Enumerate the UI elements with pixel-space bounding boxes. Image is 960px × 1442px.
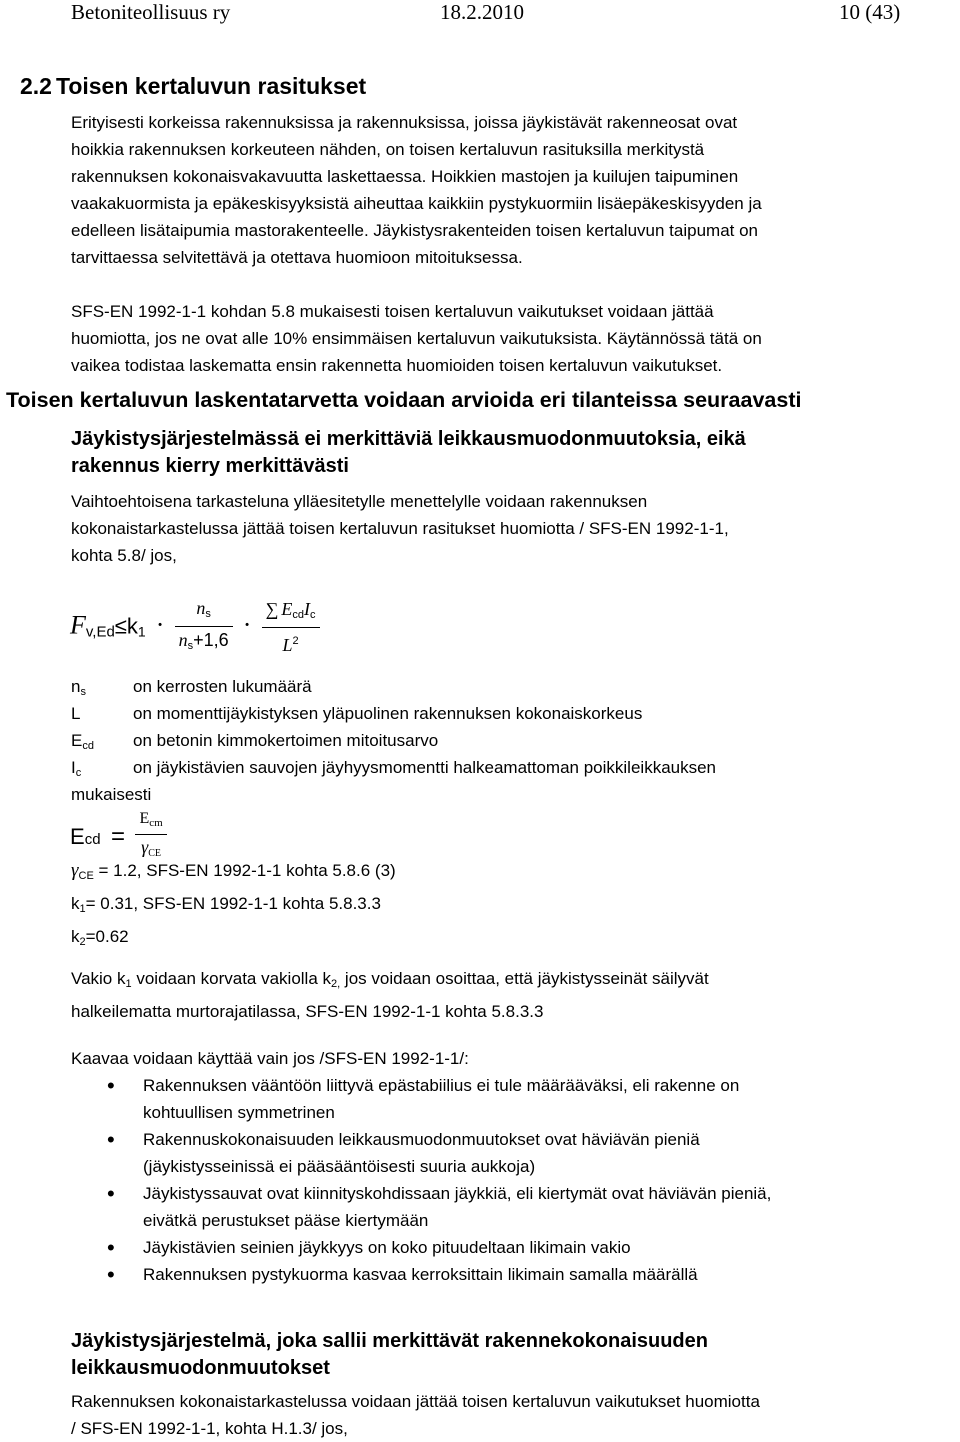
list-item: • Rakennuksen vääntöön liittyvä epästabiilius ei tule määrääväksi, eli rakenne on kohtuullisen symmetrinen (71, 1072, 931, 1126)
intro-line: tarvittaessa selvitettävä ja otettava huomioon mitoituksessa. (71, 248, 523, 267)
definition-row: $E_{cd}$ on betonin kimmokertoimen mitoitusarvo (71, 731, 439, 752)
intro-paragraph (71, 109, 762, 271)
list-item: • Jäykistävien seinien jäykkyys on koko pituudeltaan likimain vakio (71, 1234, 931, 1261)
sfs-line: SFS-EN 1992-1-1 kohdan 5.8 mukaisesti toisen kertaluvun vaikutukset voidaan jättää (71, 302, 714, 321)
mukaisesti-text: mukaisesti (71, 785, 152, 804)
kaavaa-text: Kaavaa voidaan käyttää vain jos /SFS-EN 1992-1-1/: (71, 1049, 469, 1068)
stiffness-fraction: $\frac{\sum E_{cd}I_c}{L^2}$ (262, 597, 320, 658)
stability-formula: $F_{v,Ed}\le k_1$ · $\frac{n_s}{n_s+1,6}$ · $\frac{\sum E_{cd}I_c}{L^2}$ (70, 596, 320, 659)
parameter-list (71, 857, 396, 956)
header-page: 10 (43) (839, 0, 901, 24)
list-item: • Jäykistyssauvat ovat kiinnityskohdissaan jäykkiä, eli kiertymät ovat häviävän pieniä, eivätkä perustukset pääse kiertymään (71, 1180, 931, 1234)
alternative-paragraph: Vaihtoehtoisena tarkasteluna ylläesitetylle menettelylle voidaan rakennuksen kokonaistarkastelussa jättää toisen kertaluvun rasitukset huomiotta / SFS-EN 1992-1-1, kohta 5.8/ jos, (71, 492, 729, 565)
intro-line: hoikkia rakennuksen korkeuteen nähden, on toisen kertaluvun rasituksilla merkitystä (71, 140, 705, 159)
subheading-shear-deformation: Jäykistysjärjestelmä, joka sallii merkittävät rakennekokonaisuuden leikkausmuodonmuutokset (71, 1330, 708, 1379)
conditions-list (71, 1072, 931, 1288)
intro-line: vaakakuormista ja epäkeskisyyksistä aiheuttaa kaikkiin pystykuormiin lisäepäkeskisyyden ja (71, 194, 762, 213)
section-title (20, 73, 366, 100)
subheading-no-shear-deformation: Jäykistysjärjestelmässä ei merkittäviä leikkausmuodonmuutoksia, eikä rakennus kierry merkittävästi (71, 428, 746, 477)
sfs-line: huomiotta, jos ne ovat alle 10% ensimmäisen kertaluvun vaikutuksista. Käytännössä tätä on (71, 329, 762, 348)
ns-fraction: $\frac{n_s}{n_s+1,6}$ (175, 596, 233, 659)
definitions-list (71, 673, 891, 793)
header-date: 18.2.2010 (440, 0, 524, 24)
list-item: • Rakennuksen pystykuorma kasvaa kerroksittain likimain samalla määrällä (71, 1261, 931, 1288)
section-title-text: Toisen kertaluvun rasitukset (55, 73, 367, 99)
intro-line: rakennuksen kokonaisvakavuutta laskettaessa. Hoikkien mastojen ja kuilujen taipuminen (71, 167, 739, 186)
section-number: 2.2 (20, 73, 52, 99)
definition-row: L on momenttijäykistyksen yläpuolinen rakennuksen kokonaiskorkeus (71, 704, 643, 723)
list-item: • Rakennuskokonaisuuden leikkausmuodonmuutokset ovat häviävän pieniä (jäykistysseinissä ei pääsääntöisesti suuria aukkoja) (71, 1126, 931, 1180)
param-k1: $k_1= 0.31$, SFS-EN 1992-1-1 kohta 5.8.3.3 (71, 894, 381, 915)
definition-row: $I_c$ on jäykistävien sauvojen jäyhyysmomentti halkeamattoman poikkileikkauksen (71, 758, 717, 779)
estimation-heading: Toisen kertaluvun laskentatarvetta voidaan arvioida eri tilanteissa seuraavasti (6, 388, 802, 412)
intro-line: Erityisesti korkeissa rakennuksissa ja rakennuksissa, joissa jäykistävät rakenneosat ovat (71, 113, 738, 132)
param-k2: $k_2=0.62$ (71, 927, 129, 948)
ecd-formula: $E_{cd}$ = $\frac{E_{cm}}{\gamma_{CE}}$ (70, 808, 167, 866)
sfs-line: vaikea todistaa laskematta ensin rakennetta huomioiden toisen kertaluvun vaikutukset. (71, 356, 723, 375)
vakio-paragraph: Vakio $k_1$ voidaan korvata vakiolla $k_{2,}$ jos voidaan osoittaa, että jäykistysseinät säilyvät halkeilematta murtorajatilassa, SFS-EN 1992-1-1 kohta 5.8.3.3 (71, 969, 709, 1021)
intro-line: edelleen lisätaipumia mastorakenteelle. Jäykistysrakenteiden toisen kertaluvun taipumat on (71, 221, 758, 240)
definition-row: $n_s$ on kerrosten lukumäärä (71, 677, 312, 698)
param-gamma-ce: $\gamma_{CE} = 1.2$, SFS-EN 1992-1-1 kohta 5.8.6 (3) (71, 860, 396, 882)
header-org: Betoniteollisuus ry (71, 0, 231, 24)
final-paragraph: Rakennuksen kokonaistarkastelussa voidaan jättää toisen kertaluvun vaikutukset huomiotta / SFS-EN 1992-1-1, kohta H.1.3/ jos, (71, 1392, 760, 1438)
sfs-paragraph (71, 298, 762, 379)
